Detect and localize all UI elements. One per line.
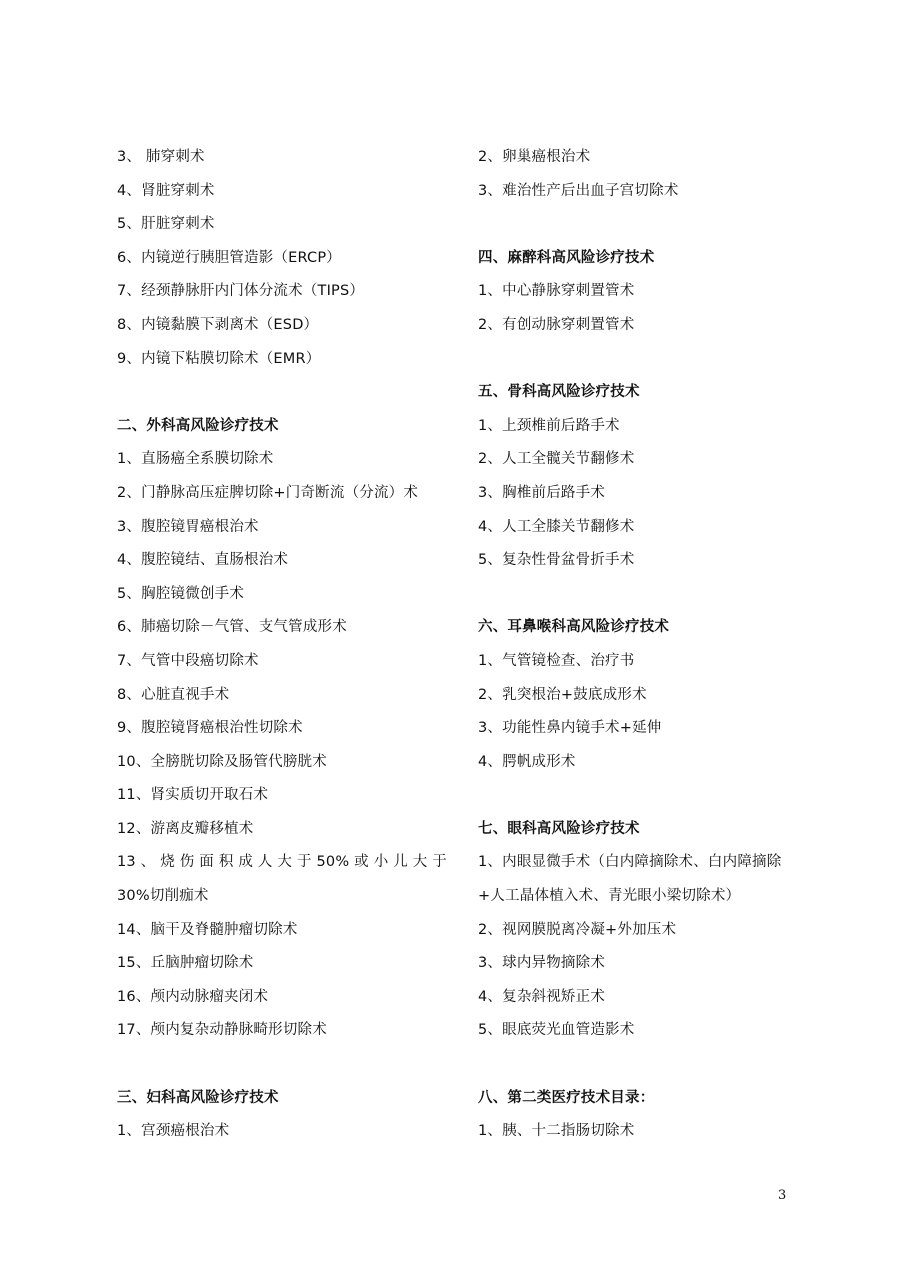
- list-item: 9、腹腔镜肾癌根治性切除术: [117, 720, 303, 737]
- list-item: 3、 肺穿刺术: [117, 149, 205, 165]
- blank-line: [478, 582, 808, 616]
- list-item: 4、腹腔镜结、直肠根治术: [117, 552, 289, 569]
- list-item: 7、气管中段癌切除术: [117, 652, 259, 669]
- list-item: 3、功能性鼻内镜手术+延伸: [478, 720, 662, 737]
- list-item: 2、乳突根治+鼓底成形术: [478, 686, 647, 703]
- page-number: 3: [778, 1188, 787, 1203]
- section-heading: 二、外科高风险诊疗技术: [117, 417, 279, 434]
- list-item: 16、颅内动脉瘤夹闭术: [117, 988, 269, 1005]
- list-item: 10、全膀胱切除及肠管代膀胱术: [117, 753, 327, 770]
- list-item: 3、腹腔镜胃癌根治术: [117, 518, 259, 535]
- list-item: 15、丘脑肿瘤切除术: [117, 955, 254, 972]
- list-item: 1、中心静脉穿刺置管术: [478, 283, 635, 300]
- blank-line: [478, 212, 808, 246]
- section-heading: 六、耳鼻喉科高风险诊疗技术: [478, 619, 670, 636]
- list-item: 2、卵巢癌根治术: [478, 149, 591, 165]
- list-item: 4、人工全膝关节翻修术: [478, 518, 635, 535]
- section-heading: 八、第二类医疗技术目录：: [478, 1089, 655, 1106]
- list-item: 1、气管镜检查、治疗书: [478, 652, 635, 669]
- list-item: 11、肾实质切开取石术: [117, 787, 269, 804]
- list-item: 2、人工全髋关节翻修术: [478, 451, 635, 468]
- list-item: 5、肝脏穿刺术: [117, 216, 215, 233]
- list-item: 1、胰、十二指肠切除术: [478, 1123, 635, 1140]
- list-item: 2、有创动脉穿刺置管术: [478, 316, 635, 333]
- section-heading: 七、眼科高风险诊疗技术: [478, 820, 640, 837]
- blank-line: [117, 1052, 447, 1086]
- list-item: 6、肺癌切除－气管、支气管成形术: [117, 619, 347, 636]
- list-item: 1、内眼显微手术（白内障摘除术、白内障摘除: [478, 854, 782, 871]
- list-item: 6、内镜逆行胰胆管造影（ERCP）: [117, 249, 342, 266]
- list-item: 4、肾脏穿刺术: [117, 182, 215, 199]
- list-item: 3、胸椎前后路手术: [478, 484, 606, 501]
- list-item: +人工晶体植入术、青光眼小梁切除术）: [478, 888, 741, 905]
- list-item: 3、球内异物摘除术: [478, 955, 606, 972]
- section-heading: 四、麻醉科高风险诊疗技术: [478, 249, 655, 266]
- list-item: 2、门静脉高压症脾切除+门奇断流（分流）术: [117, 484, 419, 501]
- blank-line: [478, 1052, 808, 1086]
- list-item: 2、视网膜脱离冷凝+外加压术: [478, 921, 677, 938]
- list-item: 5、胸腔镜微创手术: [117, 585, 245, 602]
- left-column: [117, 145, 447, 1153]
- list-item: 4、复杂斜视矫正术: [478, 988, 606, 1005]
- list-item: 5、复杂性骨盆骨折手术: [478, 552, 635, 569]
- right-column: [478, 145, 808, 1153]
- list-item: 8、内镜黏膜下剥离术（ESD）: [117, 316, 319, 333]
- list-item: 8、心脏直视手术: [117, 686, 230, 703]
- list-item: 1、上颈椎前后路手术: [478, 417, 620, 434]
- list-item: 14、脑干及脊髓肿瘤切除术: [117, 921, 298, 938]
- list-item: 1、直肠癌全系膜切除术: [117, 451, 274, 468]
- blank-line: [478, 783, 808, 817]
- list-item: 3、难治性产后出血子宫切除术: [478, 182, 679, 199]
- list-item: 7、经颈静脉肝内门体分流术（TIPS）: [117, 283, 365, 300]
- list-item: 17、颅内复杂动静脉畸形切除术: [117, 1022, 327, 1039]
- list-item: 9、内镜下粘膜切除术（EMR）: [117, 350, 321, 367]
- list-item: 12、游离皮瓣移植术: [117, 820, 254, 837]
- section-heading: 五、骨科高风险诊疗技术: [478, 384, 640, 401]
- section-heading: 三、妇科高风险诊疗技术: [117, 1089, 279, 1106]
- list-item: 1、宫颈癌根治术: [117, 1123, 230, 1140]
- list-item: 5、眼底荧光血管造影术: [478, 1022, 635, 1039]
- list-item: 13、烧伤面积成人大于50%或小儿大于: [117, 854, 447, 871]
- blank-line: [478, 347, 808, 381]
- blank-line: [117, 380, 447, 414]
- list-item: 30%切削痂术: [117, 888, 209, 905]
- list-item: 4、腭帆成形术: [478, 753, 576, 770]
